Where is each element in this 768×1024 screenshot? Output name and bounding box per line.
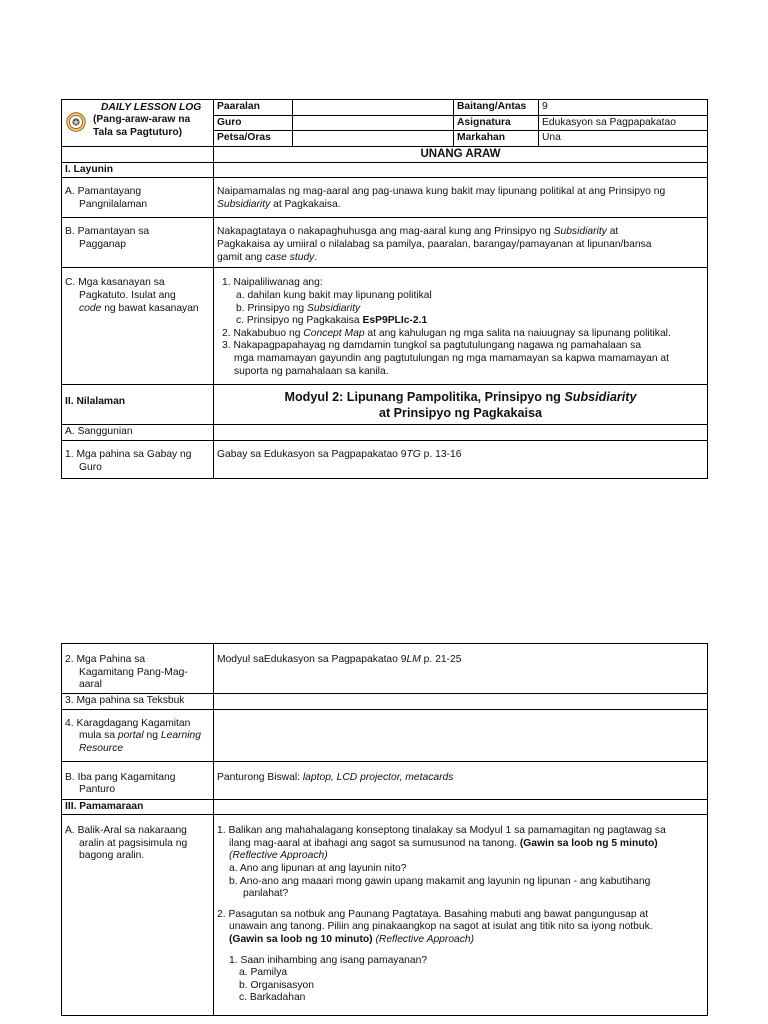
list-item: b. Prinsipyo ng Subsidiarity — [236, 302, 361, 314]
log-subtitle: (Pang-araw-araw na — [93, 114, 191, 126]
nilalaman-title: II. Nilalaman — [62, 385, 214, 425]
asignatura-label: Asignatura — [454, 115, 539, 131]
iba-pang-kagamitang-label: B. Iba pang Kagamitang Panturo — [62, 761, 214, 799]
karagdagang-kagamitan-empty — [214, 709, 708, 761]
pamantayan-pagganap-label: B. Pamantayan sa Pagganap — [62, 218, 214, 268]
list-item: b. Ano-ano ang maaari mong gawin upang makamit ang layunin ng lipunan - ang kabutihang — [229, 875, 651, 887]
kagamitang-pang-mag-aaral-text: Modyul saEdukasyon sa Pagpapakatao 9LM p. 21-25 — [214, 644, 708, 694]
baitang-label: Baitang/Antas — [454, 100, 539, 116]
markahan-label: Markahan — [454, 131, 539, 147]
list-item: a. dahilan kung bakit may lipunang politikal — [236, 289, 432, 301]
mga-kasanayan-list: 1. Naipaliliwanag ang: a. dahilan kung bakit may lipunang politikal b. Prinsipyo ng Subsidiarity c. Prinsipyo ng Pagkakaisa EsP9PLIc-2.1 2. Nakabubuo ng Concept Map at ang kahulugan ng mga salita na naiuugnay sa lipunang politikal. 3. Nakapagpapahayag ng damdamin tungkol sa pagtutulungang nagawa ng pamahalaan sa mga mamamayan gayundin ang pagtutulungan ng mga mamamayan sa kapwa mamamayan at suporta ng pamahalaan sa kanila. — [214, 268, 708, 385]
sanggunian-empty — [214, 425, 708, 441]
competency-code: EsP9PLIc-2.1 — [362, 315, 428, 327]
list-item: c. Prinsipyo ng Pagkakaisa EsP9PLIc-2.1 — [236, 315, 428, 327]
list-item: 1. Saan inihambing ang isang pamayanan? — [229, 954, 428, 966]
balik-aral-label: A. Balik-Aral sa nakaraang aralin at pagsisimula ng bagong aralin. — [62, 815, 214, 1016]
deped-seal-icon — [66, 112, 86, 132]
guro-value — [293, 115, 454, 131]
mga-kasanayan-label: C. Mga kasanayan sa Pagkatuto. Isulat ang code ng bawat kasanayan — [62, 268, 214, 385]
pamantayang-pangnilalaman-text: Naipamamalas ng mag-aaral ang pag-unawa kung bakit may lipunang politikal at ang Prinsipyo ng Subsidiarity at Pagkakaisa. — [214, 178, 708, 218]
gabay-ng-guro-text: Gabay sa Edukasyon sa Pagpapakatao 9TG p. 13-16 — [214, 440, 708, 478]
day-title: UNANG ARAW — [214, 146, 708, 162]
day-title-spacer — [62, 146, 214, 162]
modyul-title: Modyul 2: Lipunang Pampolitika, Prinsipyo ng Subsidiarity at Prinsipyo ng Pagkakaisa — [214, 385, 708, 425]
sanggunian-label: A. Sanggunian — [62, 425, 214, 441]
list-item: 1. Balikan ang mahahalagang konseptong tinalakay sa Modyul 1 sa pamamagitan ng pagtawag sa — [217, 825, 666, 837]
log-title: DAILY LESSON LOG — [101, 102, 202, 113]
lesson-log-table-page2 — [61, 643, 708, 1016]
list-item: 1. Naipaliliwanag ang: — [222, 277, 323, 289]
list-item: 2. Pasagutan sa notbuk ang Paunang Pagtataya. Basahing mabuti ang bawat pangungusap at — [217, 908, 649, 920]
balik-aral-content: 1. Balikan ang mahahalagang konseptong tinalakay sa Modyul 1 sa pamamagitan ng pagtawag sa ilang mag-aaral at ibahagi ang sagot sa sumusunod na tanong. (Gawin sa loob ng 5 minuto) (Reflective Approach) a. Ano ang lipunan at ang layunin nito? b. Ano-ano ang maaari mong gawin upang makamit ang layunin ng lipunan - ang kabutihang panlahat? 2. Pasagutan sa notbuk ang Paunang Pagtataya. Basahing mabuti ang bawat pangungusap at unawain ang tanong. Piliin ang pinakaangkop na sagot at isulat ang titik nito sa iyong notbuk. (Gawin sa loob ng 10 minuto) (Reflective Approach) 1. Saan inihambing ang isang pamayanan? a. Pamilya b. Organisasyon c. Barkadahan — [214, 815, 708, 1016]
list-item: 2. Nakabubuo ng Concept Map at ang kahulugan ng mga salita na naiuugnay sa lipunang politikal. — [222, 327, 671, 339]
list-item: a. Ano ang lipunan at ang layunin nito? — [229, 862, 407, 874]
karagdagang-kagamitan-label: 4. Karagdagang Kagamitan mula sa portal ng Learning Resource — [62, 709, 214, 761]
pamamaraan-empty — [214, 799, 708, 815]
baitang-value: 9 — [539, 100, 708, 116]
list-item: c. Barkadahan — [239, 992, 306, 1004]
layunin-title: I. Layunin — [62, 162, 214, 178]
paaralan-value — [293, 100, 454, 116]
daily-lesson-log-header — [62, 100, 214, 147]
markahan-value: Una — [539, 131, 708, 147]
petsa-value — [293, 131, 454, 147]
gabay-ng-guro-label: 1. Mga pahina sa Gabay ng Guro — [62, 440, 214, 478]
pamantayan-pagganap-text: Nakapagtataya o nakapaghuhusga ang mag-aaral kung ang Prinsipyo ng Subsidiarity at Pagkakaisa ay umiiral o nilalabag sa pamilya, paaralan, barangay/pamayanan at lipunan/bansa gamit ang case study. — [214, 218, 708, 268]
guro-label: Guro — [214, 115, 293, 131]
pamantayang-pangnilalaman-label: A. Pamantayang Pangnilalaman — [62, 178, 214, 218]
petsa-label: Petsa/Oras — [214, 131, 293, 147]
paaralan-label: Paaralan — [214, 100, 293, 116]
layunin-empty — [214, 162, 708, 178]
asignatura-value: Edukasyon sa Pagpapakatao — [539, 115, 708, 131]
list-item: b. Organisasyon — [239, 979, 314, 991]
list-item: 3. Nakapagpapahayag ng damdamin tungkol sa pagtutulungang nagawa ng pamahalaan sa — [222, 340, 642, 352]
log-subtitle: Tala sa Pagtuturo) — [93, 126, 183, 138]
iba-pang-kagamitang-text: Panturong Biswal: laptop, LCD projector, metacards — [214, 761, 708, 799]
list-item: a. Pamilya — [239, 967, 288, 979]
teksbuk-empty — [214, 694, 708, 710]
kagamitang-pang-mag-aaral-label: 2. Mga Pahina sa Kagamitang Pang-Mag- aaral — [62, 644, 214, 694]
pamamaraan-title: III. Pamamaraan — [62, 799, 214, 815]
lesson-log-table-page1 — [61, 99, 708, 479]
teksbuk-label: 3. Mga pahina sa Teksbuk — [62, 694, 214, 710]
